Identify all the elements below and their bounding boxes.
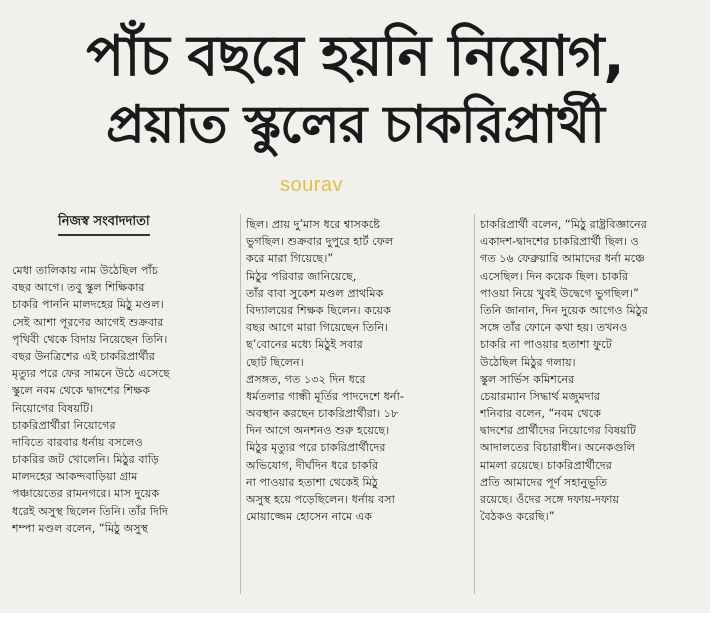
headline-line-2: প্রয়াত স্কুলের চাকরিপ্রার্থী	[106, 95, 604, 155]
article-line: দিন আগে অনশনও শুরু হয়েছে।	[246, 424, 390, 438]
article-line: মামলা রয়েছে। চাকরিপ্রার্থীদের	[480, 458, 612, 472]
column-divider	[240, 214, 241, 594]
byline: নিজস্ব সংবাদদাতা	[58, 212, 150, 236]
article-line: বছর উনত্রিশের এই চাকরিপ্রার্থীর	[12, 349, 155, 363]
article-line: চাকরি পাননি মালদহের মিঠু মণ্ডল।	[12, 298, 164, 312]
article-line: মোয়াজ্জেম হোসেন নামে এক	[246, 510, 373, 524]
article-line: করে মারা গিয়েছে।”	[246, 252, 334, 266]
article-line: এসেছিল। দিন কয়েক ছিল। চাকরি	[480, 269, 629, 283]
article-line: একাদশ-দ্বাদশের চাকরিপ্রার্থী ছিল। ও	[480, 235, 639, 249]
article-line: স্কুলে নবম থেকে দ্বাদশের শিক্ষক	[12, 384, 151, 398]
column-divider	[474, 214, 475, 594]
article-line: প্রতি আমাদের পূর্ণ সহানুভূতি	[480, 475, 608, 489]
article-line: চাকরিপ্রার্থী বলেন, “মিঠু রাষ্ট্রবিজ্ঞানের	[480, 218, 647, 231]
article-line: রয়েছে। ওঁদের সঙ্গে দফায়-দফায়	[480, 493, 620, 506]
article-line: ছিল। প্রায় দু’মাস ধরে শ্বাসকষ্টে	[246, 218, 380, 231]
article-line: চাকরির জট খোলেনি। মিঠুর বাড়ি	[12, 453, 159, 467]
article-line: মিঠুর মৃত্যুর পরে চাকরিপ্রার্থীদের	[246, 441, 386, 455]
article-line: বছর আগে। তবু স্কুল শিক্ষিকার	[12, 281, 145, 295]
article-line: পৃথিবী থেকে বিদায় নিয়েছেন তিনি।	[12, 332, 168, 346]
headline-line-1: পাঁচ বছরে হয়নি নিয়োগ,	[86, 24, 624, 89]
article-line: ধরেই অসুস্থ ছিলেন তিনি। তাঁর দিদি	[12, 504, 168, 518]
article-line: সেই আশা পূরণের আগেই শুক্রবার	[12, 315, 164, 329]
article-line: অবস্থান করছেন চাকরিপ্রার্থীরা। ১৮	[246, 407, 399, 421]
article-line: চেয়ারম্যান সিদ্ধার্থ মজুমদার	[480, 389, 601, 403]
article-line: চাকরিপ্রার্থীরা নিয়োগের	[12, 418, 116, 432]
article-line: ধর্মতলার গান্ধী মূর্তির পাদদেশে ধর্না-	[246, 389, 404, 403]
article-line: মালদহের আকন্দবাড়িয়া গ্রাম	[12, 470, 138, 484]
article-line: স্কুল সার্ভিস কমিশনের	[480, 372, 575, 386]
article-line: তাঁর বাবা সুকেশ মণ্ডল প্রাথমিক	[246, 286, 384, 300]
article-line: পঞ্চায়েতের রামনগরে। মাস দুয়েক	[12, 487, 160, 501]
article-line: ছ’বোনের মধ্যে মিঠুই সবার	[246, 338, 363, 352]
article-line: মৃত্যুর পরে ফের সামনে উঠে এসেছে	[12, 367, 170, 381]
article-line: গত ১৬ ফেব্রুয়ারি আমাদের ধর্না মঞ্চে	[480, 252, 645, 266]
page-margin	[710, 0, 720, 623]
article-line: বিদ্যালয়ের শিক্ষক ছিলেন। কয়েক	[246, 303, 391, 317]
article-line: প্রসঙ্গত, গত ১৩২ দিন ধরে	[246, 372, 366, 386]
article-column-3	[480, 216, 702, 525]
article-line: চাকরি না পাওয়ার হতাশা ফুটে	[480, 338, 612, 352]
article-line: নিয়োগের বিষয়টি।	[12, 401, 94, 415]
article-line: অভিযোগ, দীর্ঘদিন ধরে চাকরি	[246, 458, 379, 472]
article-line: ভুগছিল। শুক্রবার দুপুরে হার্ট ফেল	[246, 235, 394, 249]
article-line: অসুস্থ হয়ে পড়েছিলেন। ধর্নায় বসা	[246, 493, 395, 506]
article-line: বছর আগে মারা গিয়েছেন তিনি।	[246, 321, 389, 335]
article-line: না পাওয়ার হতাশা থেকেই মিঠু	[246, 475, 378, 489]
article-column-2	[246, 216, 468, 525]
article-line: দাবিতে বারবার ধর্নায় বসলেও	[12, 435, 143, 449]
article-line: শনিবার বলেন, “নবম থেকে	[480, 407, 602, 421]
article-line: সঙ্গে তাঁর ফোনে কথা হয়। তখনও	[480, 321, 628, 335]
article-line: উঠেছিল মিঠুর গলায়।	[480, 355, 576, 369]
article-column-1	[12, 262, 234, 537]
article-line: আদালতের বিচারাধীন। অনেকগুলি	[480, 441, 636, 455]
article-line: বৈঠকও করেছি।”	[480, 510, 555, 524]
watermark: sourav	[280, 174, 344, 196]
article-line: দ্বাদশের প্রার্থীদের নিয়োগের বিষয়টি	[480, 424, 636, 438]
article-line: ছোট ছিলেন।	[246, 355, 304, 369]
article-line: মিঠুর পরিবার জানিয়েছে,	[246, 269, 357, 283]
article-line: তিনি জানান, দিন দুয়েক আগেও মিঠুর	[480, 303, 648, 317]
article-line: পাওয়া নিয়ে খুবই উদ্বেগে ভুগছিল।”	[480, 286, 639, 300]
article-line: মেধা তালিকায় নাম উঠেছিল পাঁচ	[12, 264, 158, 277]
article-line: শম্পা মণ্ডল বলেন, “মিঠু অসুস্থ	[12, 521, 149, 535]
